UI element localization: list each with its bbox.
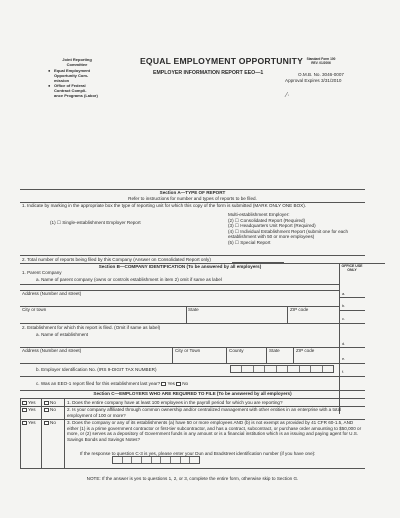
question-c3: 3. Does the company or any of its establishments (a) have 50 or more employees AND (b) is not exempt as provided by 41 CFR 60-1.5, AND either (1) is a prime government contractor or first-tier subcontractor, and has a contract, subcontract, or purchase order amounting to $50,000 or more, or (2) serves as a depository of Government funds in any amount or is a financial institution which is an issuing and paying agent for U.S. Savings Bonds and Savings Notes? (67, 420, 362, 442)
parent-state-label: State (188, 307, 199, 312)
establishment-city-label: City or Town (175, 348, 201, 353)
section-a-item1: 1. Indicate by marking in the appropriate box the type of reporting unit for which this copy of the form is submitted (MARK ONLY ONE BOX). (22, 203, 307, 208)
individual-establishment-option[interactable]: (4) ☐ Individual Establishment Report (submit one for each establishment with 50 or more employees) (228, 228, 349, 240)
q1-yes[interactable]: Yes (22, 400, 36, 406)
section-a-item2: 2. Total number of reports being filed by this Company (Answer on Consolidated Report only) (22, 257, 211, 262)
office-use-only: OFFICE USE ONLY (341, 264, 363, 272)
ein-input[interactable] (230, 365, 334, 373)
q1-no[interactable]: No (44, 400, 56, 406)
single-establishment-option[interactable]: (1) ☐ Single-establishment Employer Report (50, 220, 141, 225)
office-letter-e: e. (342, 356, 346, 361)
form-revision: REV. 01/2006 (311, 61, 331, 65)
establishment-address-label: Address (Number and street) (22, 348, 82, 353)
multi-establishment-title: Multi-establishment Employer: (228, 212, 290, 217)
last-year-question: c. Was an EEO-1 report filed for this establishment last year? Yes No (36, 381, 189, 386)
question-c2: 2. Is your company affiliated through common ownership and/or centralized management with other entities in an enterprise with a total employment of 100 or more? (67, 407, 342, 418)
omb-number: O.M.B. No. 3046-0007 (298, 72, 344, 77)
establishment-name-label: a. Name of establishment (36, 332, 89, 337)
section-a-title: Section A—TYPE OF REPORT (159, 190, 226, 195)
last-year-yes-checkbox[interactable] (161, 382, 166, 386)
form-title: EQUAL EMPLOYMENT OPPORTUNITY (140, 56, 304, 66)
agency-line-2: Committee (66, 62, 88, 67)
last-year-yes-label: Yes (167, 381, 175, 386)
q2-no[interactable]: No (44, 407, 56, 413)
parent-zip-label: ZIP code (290, 307, 309, 312)
office-letter-f: f. (342, 369, 345, 374)
establishment-state-label: State (269, 348, 280, 353)
agency-ofccp: ● Office of Federal Contract Compli- ance Programs (Labor) (48, 83, 98, 98)
agency-line-1: Joint Reporting (62, 57, 92, 62)
ein-label: b. Employer Identification No. (IRS 9-DIGIT TAX NUMBER) (36, 367, 157, 372)
dun-bradstreet-label: If the response to question C-3 is yes, please enter your Dun and Bradstreet identification number (if you have one): (80, 451, 316, 456)
parent-address-label: Address (Number and street) (22, 291, 82, 296)
parent-city-label: City or town (22, 307, 47, 312)
question-c1: 1. Does the entire company have at least 100 employees in the payroll period for which you are reporting? (67, 400, 283, 405)
special-report-option[interactable]: (5) ☐ Special Report (228, 239, 271, 245)
q2-yes[interactable]: Yes (22, 407, 36, 413)
headquarters-report-option[interactable]: (3) ☐ Headquarters Unit Report (Required) (228, 223, 316, 229)
office-letter-d: d. (342, 341, 346, 346)
establishment-county-label: County (229, 348, 244, 353)
pen-mark-icon: ⁄· (286, 92, 290, 99)
establishment-zip-label: ZIP code (296, 348, 315, 353)
dun-bradstreet-input[interactable] (112, 456, 200, 464)
section-a-refer: Refer to instructions for number and types of reports to be filed. (128, 196, 257, 201)
consolidated-report-option[interactable]: (2) ☐ Consolidated Report (Required) (228, 217, 306, 223)
section-b-title: Section B—COMPANY IDENTIFICATION (To be answered by all employers) (98, 264, 262, 269)
approval-expires: Approval Expires 3/31/2010 (285, 78, 342, 83)
q3-no[interactable]: No (44, 420, 56, 426)
section-c-note: NOTE: If the answer is yes to questions 1, 2, or 3, complete the entire form, otherwise skip to Section G. (86, 476, 299, 481)
office-letter-b: b. (342, 303, 346, 308)
q3-yes[interactable]: Yes (22, 420, 36, 426)
parent-company-label: 1. Parent Company (22, 270, 62, 275)
agency-eeoc: ● Equal Employment Opportunity Com- mission (48, 68, 91, 83)
bullet-icon: ● (48, 68, 51, 73)
office-letter-c: c. (342, 316, 346, 321)
section-c-title: Section C—EMPLOYERS WHO ARE REQUIRED TO FILE (To be answered by all employers) (93, 391, 292, 396)
last-year-no-label: No (182, 381, 189, 386)
establishment-label: 2. Establishment for which this report is filed. (Omit if same as label) (22, 325, 161, 330)
last-year-no-checkbox[interactable] (176, 382, 181, 386)
form-number: Standard Form 100 (306, 57, 336, 61)
parent-company-name-label: a. Name of parent company (owns or controls establishment in item 2) omit if same as label (36, 277, 222, 282)
office-letter-a: a. (342, 291, 346, 296)
bullet-icon: ● (48, 83, 51, 88)
form-subtitle: EMPLOYER INFORMATION REPORT EEO—1 (153, 70, 264, 76)
